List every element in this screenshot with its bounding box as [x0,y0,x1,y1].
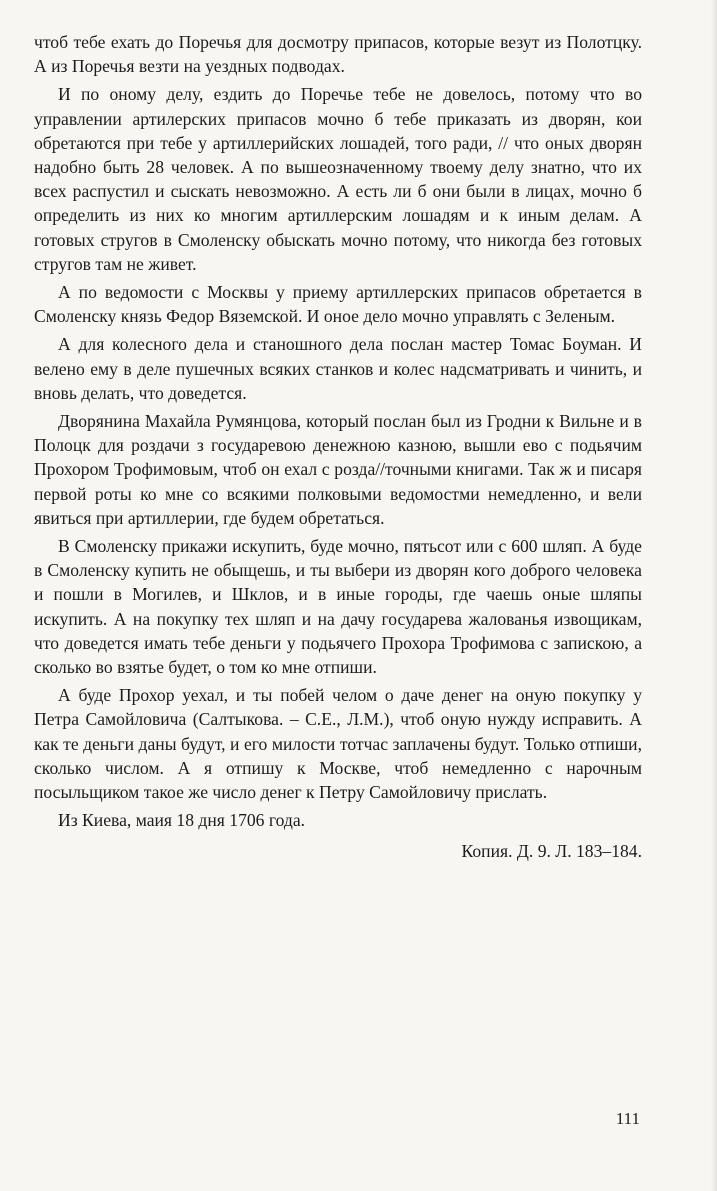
paragraph-continuation: чтоб тебе ехать до Поречья для досмотру припасов, которые везут из Полотцку. А из Поречья везти на уездных подводах. [34,32,642,77]
paragraph-vyazemsky: А по ведомости с Москвы у приему артиллерских припасов обретается в Смоленску князь Федор Вяземской. И оное дело мочно управлять с Зеленым. [34,282,642,327]
page-edge-shadow [711,0,717,1191]
paragraph-poreche: И по оному делу, ездить до Поречье тебе не довелось, потому что во управлении артилерских припасов мочно б тебе приказать из дворян, кои обретаются при тебе у артиллерийских лошадей, того ради, // что оных дворян надобно быть 28 человек. А по вышеозначенному твоему делу знатно, что их всех распустил и сыскать невозможно. А есть ли б они были в лицах, мочно б определить из них ко многим артиллерским лошадям и к иным делам. А готовых стругов в Смоленску обыскать мочно потому, что никогда без готовых стругов там не живет. [34,84,642,274]
body-text [34,30,642,863]
paragraph-bouman: А для колесного дела и станошного дела послан мастер Томас Боуман. И велено ему в деле пушечных всяких станков и колес надсматривать и чинить, и вновь делать, что доведется. [34,334,642,403]
paragraph-prokhor: А буде Прохор уехал, и ты побей челом о даче денег на оную покупку у Петра Самойловича (Салтыкова. – С.Е., Л.М.), чтоб оную нужду исправить. А как те деньги даны будут, и его милости тотчас заплачены будут. Только отпиши, сколько числом. А я отпишу к Москве, чтоб немедленно с нарочным посыльщиком такое же число денег к Петру Самойловичу прислать. [34,685,642,803]
paragraph-hats: В Смоленску прикажи искупить, буде мочно, пятьсот или с 600 шляп. А буде в Смоленску купить не обыщешь, и ты выбери из дворян кого доброго человека и пошли в Могилев, и Шклов, и в иные городы, где чаешь оные шляпы искупить. А на покупку тех шляп и на дачу государева жалованья извощикам, что доведется имать тебе деньги у подьячего Прохора Трофимова с запискою, а сколько во взятье будет, о том ко мне отпиши. [34,536,642,678]
source-note: Копия. Д. 9. Л. 183–184. [461,840,642,861]
page-number: 111 [615,1109,640,1128]
paragraph-rumyantsov: Дворянина Махайла Румянцова, который послан был из Гродни к Вильне и в Полоцк для роздачи з государевою денежною казною, вышли ево с подьячим Прохором Трофимовым, чтоб он ехал с розда//точными книгами. Так ж и писаря первой роты ко мне со всякими полковыми ведомостми немедленно, и вели явиться при артиллерии, где будем обретаться. [34,411,642,528]
dateline: Из Киева, маия 18 дня 1706 года. [58,810,306,831]
